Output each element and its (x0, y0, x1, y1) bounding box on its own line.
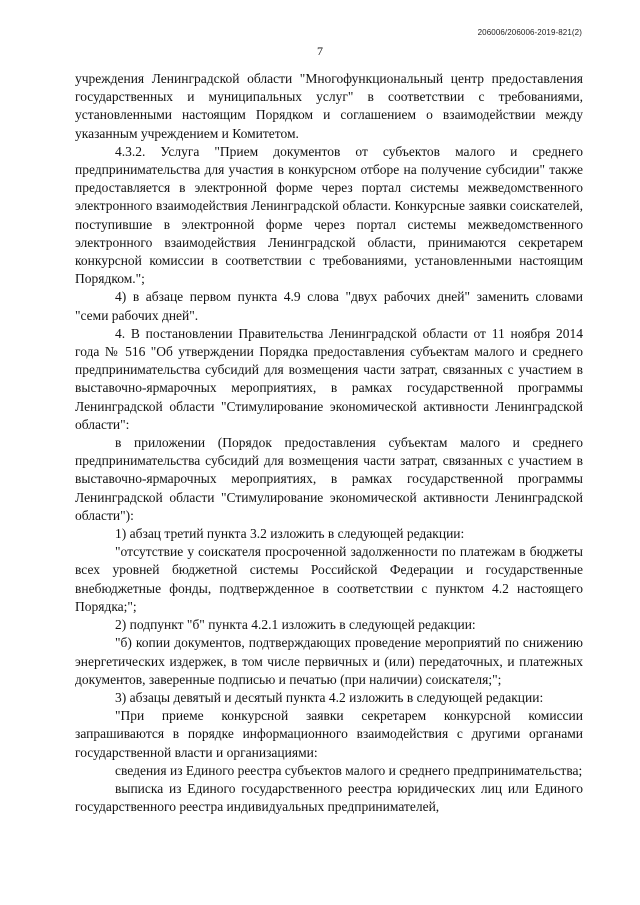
paragraph: "отсутствие у соискателя просроченной задолженности по платежам в бюджеты всех уровней бюджетной системы Российской Федерации и государственные внебюджетные фонды, подтвержденное в соответствии с пунктом 4.2 настоящего Порядка;"; (75, 544, 583, 614)
document-body (75, 70, 583, 816)
paragraph: 1) абзац третий пункта 3.2 изложить в следующей редакции: (115, 526, 465, 542)
paragraph: 3) абзацы девятый и десятый пункта 4.2 изложить в следующей редакции: (115, 689, 544, 705)
paragraph: "При приеме конкурсной заявки секретарем конкурсной комиссии запрашиваются в порядке информационного взаимодействия с другими органами государственной власти и организациями: (75, 708, 583, 760)
page-number: 7 (317, 44, 323, 58)
paragraph: 4.3.2. Услуга "Прием документов от субъектов малого и среднего предпринимательства для участия в конкурсном отборе на получение субсидии" также предоставляется в электронной форме через портал системы межведомственного электронного взаимодействия Ленинградской области. Конкурсные заявки соискателей, поступившие в электронной форме через портал системы межведомственного электронного взаимодействия Ленинградской области, принимаются секретарем конкурсной комиссии в соответствии с требованиями, установленными настоящим Порядком."; (75, 143, 583, 287)
paragraph: 2) подпункт "б" пункта 4.2.1 изложить в следующей редакции: (115, 617, 476, 633)
document-id: 206006/206006-2019-821(2) (477, 28, 582, 37)
paragraph: 4) в абзаце первом пункта 4.9 слова "двух рабочих дней" заменить словами "семи рабочих дней". (75, 289, 583, 323)
paragraph: сведения из Единого реестра субъектов малого и среднего предпринимательства; (115, 762, 583, 778)
paragraph: выписка из Единого государственного реестра юридических лиц или Единого государственного реестра индивидуальных предпринимателей, (75, 780, 583, 815)
paragraph: учреждения Ленинградской области "Многофункциональный центр предоставления государственных и муниципальных услуг" в соответствии с требованиями, установленными настоящим Порядком и соглашением о взаимодействии между указанным учреждением и Комитетом. (75, 71, 583, 141)
paragraph: 4. В постановлении Правительства Ленинградской области от 11 ноября 2014 года № 516 "Об утверждении Порядка предоставления субъектам малого и среднего предпринимательства субсидий для возмещения части затрат, связанных с участием в выставочно-ярмарочных мероприятиях, в рамках государственной программы Ленинградской области "Стимулирование экономической активности Ленинградской области": (75, 325, 583, 432)
paragraph: "б) копии документов, подтверждающих проведение мероприятий по снижению энергетических издержек, в том числе первичных и (или) передаточных, и платежных документов, заверенные подписью и печатью (при наличии) соискателя;"; (75, 635, 583, 687)
paragraph: в приложении (Порядок предоставления субъектам малого и среднего предпринимательства субсидий для возмещения части затрат, связанных с участием в выставочно-ярмарочных мероприятиях, в рамках государственной программы Ленинградской области "Стимулирование экономической активности Ленинградской области"): (75, 435, 583, 523)
